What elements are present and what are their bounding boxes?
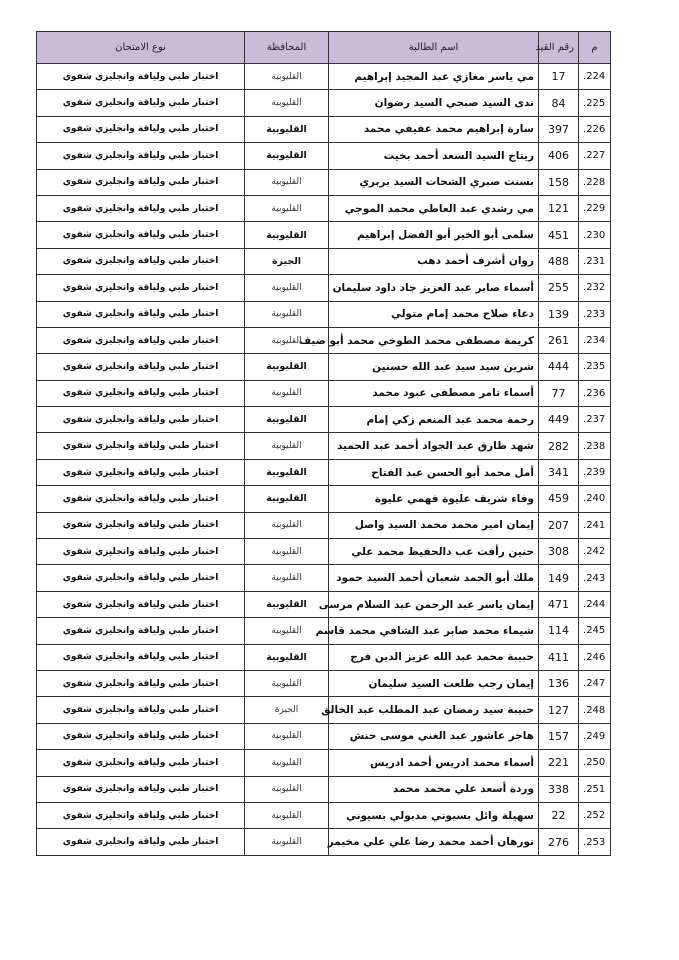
row-student-name: سارة إبراهيم محمد عفيفي محمد <box>329 116 539 142</box>
row-index: 238. <box>579 433 611 459</box>
table-row <box>37 143 611 169</box>
row-student-name: أسماء محمد ادريس أحمد ادريس <box>329 750 539 776</box>
row-index: 240. <box>579 486 611 512</box>
table-row <box>37 90 611 116</box>
row-governorate: القليوبية <box>245 354 329 380</box>
row-index: 247. <box>579 670 611 696</box>
row-index: 251. <box>579 776 611 802</box>
row-exam-type: اختبار طبي ولياقة وانجليزي شفوي <box>37 433 245 459</box>
table-row <box>37 697 611 723</box>
row-exam-type: اختبار طبي ولياقة وانجليزي شفوي <box>37 64 245 90</box>
header-row <box>37 32 611 64</box>
table-row <box>37 195 611 221</box>
row-serial-number: 488 <box>539 248 579 274</box>
row-exam-type: اختبار طبي ولياقة وانجليزي شفوي <box>37 486 245 512</box>
row-exam-type: اختبار طبي ولياقة وانجليزي شفوي <box>37 248 245 274</box>
row-exam-type: اختبار طبي ولياقة وانجليزي شفوي <box>37 618 245 644</box>
table-row <box>37 539 611 565</box>
row-governorate: القليوبية <box>245 275 329 301</box>
row-serial-number: 158 <box>539 169 579 195</box>
row-governorate: القليوبية <box>245 143 329 169</box>
row-exam-type: اختبار طبي ولياقة وانجليزي شفوي <box>37 169 245 195</box>
row-index: 227. <box>579 143 611 169</box>
row-serial-number: 338 <box>539 776 579 802</box>
row-exam-type: اختبار طبي ولياقة وانجليزي شفوي <box>37 829 245 855</box>
row-index: 241. <box>579 512 611 538</box>
row-index: 237. <box>579 407 611 433</box>
row-governorate: القليوبية <box>245 591 329 617</box>
row-exam-type: اختبار طبي ولياقة وانجليزي شفوي <box>37 143 245 169</box>
row-exam-type: اختبار طبي ولياقة وانجليزي شفوي <box>37 539 245 565</box>
row-governorate: الجيزة <box>245 697 329 723</box>
row-index: 234. <box>579 327 611 353</box>
row-index: 232. <box>579 275 611 301</box>
row-governorate: القليوبية <box>245 459 329 485</box>
row-governorate: القليوبية <box>245 776 329 802</box>
row-serial-number: 276 <box>539 829 579 855</box>
row-index: 228. <box>579 169 611 195</box>
row-student-name: ندى السيد صبحي السيد رضوان <box>329 90 539 116</box>
row-exam-type: اختبار طبي ولياقة وانجليزي شفوي <box>37 591 245 617</box>
row-exam-type: اختبار طبي ولياقة وانجليزي شفوي <box>37 565 245 591</box>
header-index: م <box>579 32 611 64</box>
row-index: 246. <box>579 644 611 670</box>
row-index: 248. <box>579 697 611 723</box>
row-governorate: القليوبية <box>245 195 329 221</box>
table-row <box>37 248 611 274</box>
row-governorate: القليوبية <box>245 723 329 749</box>
row-serial-number: 308 <box>539 539 579 565</box>
header-serial-number: رقم القيد <box>539 32 579 64</box>
row-index: 239. <box>579 459 611 485</box>
row-index: 244. <box>579 591 611 617</box>
row-governorate: القليوبية <box>245 169 329 195</box>
row-serial-number: 157 <box>539 723 579 749</box>
table-row <box>37 618 611 644</box>
row-governorate: القليوبية <box>245 512 329 538</box>
row-exam-type: اختبار طبي ولياقة وانجليزي شفوي <box>37 301 245 327</box>
table-row <box>37 486 611 512</box>
row-serial-number: 397 <box>539 116 579 142</box>
row-exam-type: اختبار طبي ولياقة وانجليزي شفوي <box>37 723 245 749</box>
row-student-name: حبيبة سيد رمضان عبد المطلب عبد الخالق <box>329 697 539 723</box>
table-row <box>37 222 611 248</box>
row-serial-number: 341 <box>539 459 579 485</box>
row-governorate: القليوبية <box>245 380 329 406</box>
table-row <box>37 802 611 828</box>
row-serial-number: 121 <box>539 195 579 221</box>
row-governorate: القليوبية <box>245 829 329 855</box>
row-index: 250. <box>579 750 611 776</box>
row-student-name: رحمة محمد عبد المنعم زكي إمام <box>329 407 539 433</box>
row-index: 225. <box>579 90 611 116</box>
row-exam-type: اختبار طبي ولياقة وانجليزي شفوي <box>37 459 245 485</box>
row-student-name: مي ياسر مغازي عبد المجيد إبراهيم <box>329 64 539 90</box>
row-exam-type: اختبار طبي ولياقة وانجليزي شفوي <box>37 354 245 380</box>
row-student-name: سهيلة وائل بسيوني مدبولي بسيوني <box>329 802 539 828</box>
table-row <box>37 327 611 353</box>
header-exam-type: نوع الامتحان <box>37 32 245 64</box>
row-index: 245. <box>579 618 611 644</box>
row-serial-number: 149 <box>539 565 579 591</box>
row-exam-type: اختبار طبي ولياقة وانجليزي شفوي <box>37 195 245 221</box>
row-index: 249. <box>579 723 611 749</box>
row-serial-number: 207 <box>539 512 579 538</box>
row-exam-type: اختبار طبي ولياقة وانجليزي شفوي <box>37 750 245 776</box>
row-student-name: وردة أسعد علي محمد محمد <box>329 776 539 802</box>
row-serial-number: 459 <box>539 486 579 512</box>
row-index: 252. <box>579 802 611 828</box>
row-governorate: القليوبية <box>245 644 329 670</box>
row-index: 226. <box>579 116 611 142</box>
table-row <box>37 275 611 301</box>
row-student-name: دعاء صلاح محمد إمام متولي <box>329 301 539 327</box>
row-governorate: القليوبية <box>245 750 329 776</box>
row-governorate: القليوبية <box>245 301 329 327</box>
row-student-name: إيمان ياسر عبد الرحمن عبد السلام مرسى <box>329 591 539 617</box>
row-governorate: القليوبية <box>245 539 329 565</box>
row-student-name: نورهان أحمد محمد رضا علي علي مخيمر <box>329 829 539 855</box>
row-index: 229. <box>579 195 611 221</box>
table-row <box>37 64 611 90</box>
row-student-name: روان أشرف أحمد دهب <box>329 248 539 274</box>
row-student-name: إيمان رجب طلعت السيد سليمان <box>329 670 539 696</box>
table-row <box>37 750 611 776</box>
row-governorate: الجيزة <box>245 248 329 274</box>
row-index: 230. <box>579 222 611 248</box>
row-serial-number: 127 <box>539 697 579 723</box>
row-serial-number: 84 <box>539 90 579 116</box>
header-student-name: اسم الطالبة <box>329 32 539 64</box>
table-row <box>37 459 611 485</box>
table-row <box>37 354 611 380</box>
row-governorate: القليوبية <box>245 670 329 696</box>
row-student-name: أسماء صابر عبد العزيز جاد داود سليمان <box>329 275 539 301</box>
table-row <box>37 407 611 433</box>
row-index: 233. <box>579 301 611 327</box>
row-exam-type: اختبار طبي ولياقة وانجليزي شفوي <box>37 90 245 116</box>
row-student-name: وفاء شريف عليوة فهمي عليوة <box>329 486 539 512</box>
row-serial-number: 471 <box>539 591 579 617</box>
row-serial-number: 406 <box>539 143 579 169</box>
row-index: 242. <box>579 539 611 565</box>
row-index: 224. <box>579 64 611 90</box>
table-body <box>37 64 611 856</box>
row-serial-number: 282 <box>539 433 579 459</box>
row-governorate: القليوبية <box>245 433 329 459</box>
row-student-name: أمل محمد أبو الحسن عبد الفتاح <box>329 459 539 485</box>
row-student-name: كريمة مصطفى محمد الطوخي محمد أبو ضيف <box>329 327 539 353</box>
row-exam-type: اختبار طبي ولياقة وانجليزي شفوي <box>37 222 245 248</box>
row-exam-type: اختبار طبي ولياقة وانجليزي شفوي <box>37 697 245 723</box>
row-serial-number: 451 <box>539 222 579 248</box>
row-serial-number: 114 <box>539 618 579 644</box>
row-student-name: شيماء محمد صابر عبد الشافي محمد قاسم <box>329 618 539 644</box>
table-row <box>37 723 611 749</box>
row-student-name: حبيبة محمد عبد الله عزيز الدين فرج <box>329 644 539 670</box>
row-serial-number: 221 <box>539 750 579 776</box>
row-serial-number: 136 <box>539 670 579 696</box>
row-governorate: القليوبية <box>245 90 329 116</box>
table-row <box>37 301 611 327</box>
row-student-name: حنين رأفت عب دالحفيظ محمد علي <box>329 539 539 565</box>
row-serial-number: 77 <box>539 380 579 406</box>
row-governorate: القليوبية <box>245 116 329 142</box>
row-student-name: هاجر عاشور عبد الغني موسى حنش <box>329 723 539 749</box>
table-row <box>37 433 611 459</box>
row-governorate: القليوبية <box>245 486 329 512</box>
header-governorate: المحافظة <box>245 32 329 64</box>
row-exam-type: اختبار طبي ولياقة وانجليزي شفوي <box>37 802 245 828</box>
table-row <box>37 829 611 855</box>
row-serial-number: 261 <box>539 327 579 353</box>
table-row <box>37 591 611 617</box>
table-row <box>37 776 611 802</box>
row-student-name: أسماء تامر مصطفى عبود محمد <box>329 380 539 406</box>
row-governorate: القليوبية <box>245 327 329 353</box>
row-student-name: بسنت صبري الشحات السيد بربري <box>329 169 539 195</box>
row-serial-number: 255 <box>539 275 579 301</box>
row-index: 236. <box>579 380 611 406</box>
table-row <box>37 644 611 670</box>
row-student-name: شرين سيد سيد عبد الله حسنين <box>329 354 539 380</box>
row-student-name: سلمى أبو الخير أبو الفضل إبراهيم <box>329 222 539 248</box>
row-governorate: القليوبية <box>245 565 329 591</box>
row-exam-type: اختبار طبي ولياقة وانجليزي شفوي <box>37 776 245 802</box>
row-index: 231. <box>579 248 611 274</box>
row-student-name: ملك أبو الحمد شعبان أحمد السيد حمود <box>329 565 539 591</box>
table-row <box>37 670 611 696</box>
row-index: 253. <box>579 829 611 855</box>
row-serial-number: 139 <box>539 301 579 327</box>
row-exam-type: اختبار طبي ولياقة وانجليزي شفوي <box>37 644 245 670</box>
row-governorate: القليوبية <box>245 64 329 90</box>
table-header <box>37 32 611 64</box>
row-exam-type: اختبار طبي ولياقة وانجليزي شفوي <box>37 512 245 538</box>
students-table <box>36 31 611 856</box>
row-exam-type: اختبار طبي ولياقة وانجليزي شفوي <box>37 670 245 696</box>
row-exam-type: اختبار طبي ولياقة وانجليزي شفوي <box>37 275 245 301</box>
table-row <box>37 380 611 406</box>
row-governorate: القليوبية <box>245 802 329 828</box>
row-student-name: مي رشدي عبد العاطي محمد الموجي <box>329 195 539 221</box>
row-exam-type: اختبار طبي ولياقة وانجليزي شفوي <box>37 327 245 353</box>
table-row <box>37 169 611 195</box>
row-serial-number: 444 <box>539 354 579 380</box>
row-exam-type: اختبار طبي ولياقة وانجليزي شفوي <box>37 407 245 433</box>
row-governorate: القليوبية <box>245 222 329 248</box>
row-student-name: شهد طارق عبد الجواد أحمد عبد الحميد <box>329 433 539 459</box>
row-governorate: القليوبية <box>245 407 329 433</box>
row-index: 235. <box>579 354 611 380</box>
row-index: 243. <box>579 565 611 591</box>
row-serial-number: 411 <box>539 644 579 670</box>
row-student-name: ريتاج السيد السعد أحمد بخيت <box>329 143 539 169</box>
row-exam-type: اختبار طبي ولياقة وانجليزي شفوي <box>37 380 245 406</box>
row-serial-number: 449 <box>539 407 579 433</box>
row-serial-number: 22 <box>539 802 579 828</box>
row-exam-type: اختبار طبي ولياقة وانجليزي شفوي <box>37 116 245 142</box>
row-serial-number: 17 <box>539 64 579 90</box>
row-governorate: القليوبية <box>245 618 329 644</box>
row-student-name: إيمان امير محمد محمد السيد واصل <box>329 512 539 538</box>
table-row <box>37 512 611 538</box>
table-row <box>37 116 611 142</box>
table-row <box>37 565 611 591</box>
